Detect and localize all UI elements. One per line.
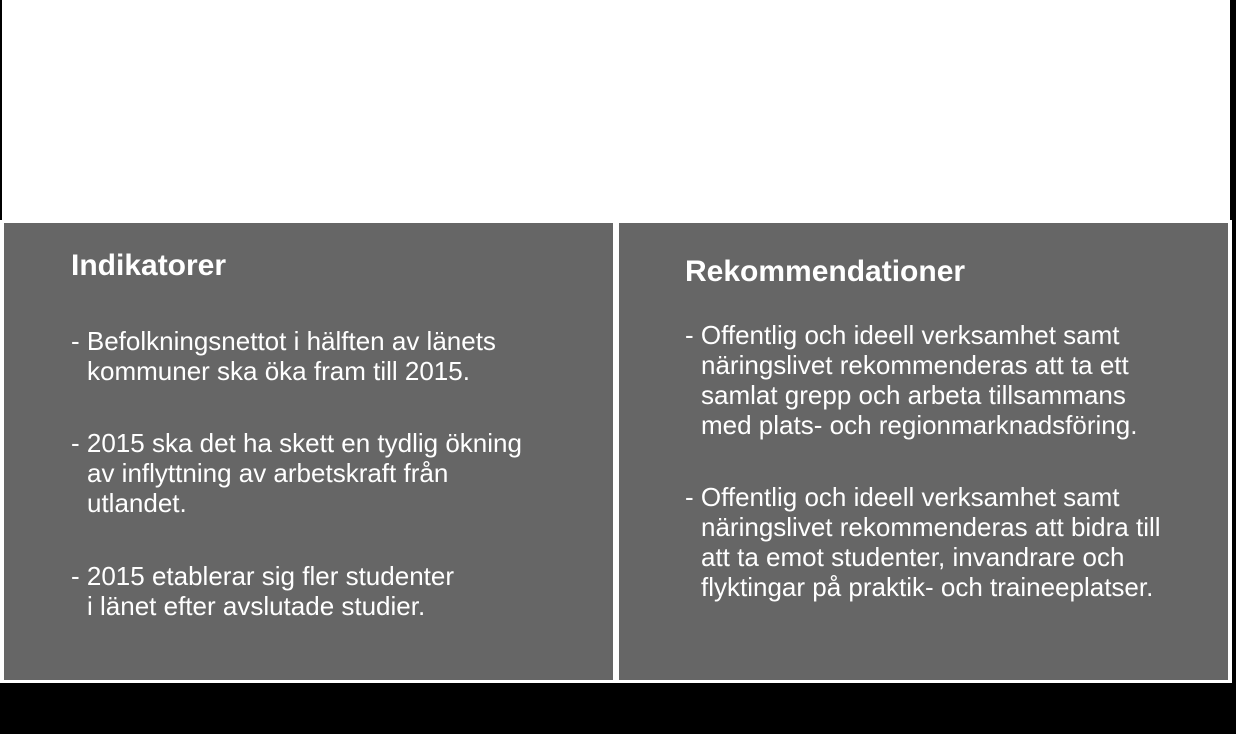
recommendation-item-line: att ta emot studenter, invandrare och (701, 542, 1125, 572)
indicator-item (71, 326, 631, 386)
slide-header-area (2, 0, 1230, 222)
indicator-item-line: - Befolkningsnettot i hälften av länets (71, 326, 496, 356)
indicator-item-line: utlandet. (87, 488, 187, 518)
recommendations-heading: Rekommendationer (685, 255, 966, 288)
indicator-item (71, 561, 631, 621)
indicator-item (71, 428, 631, 518)
indicator-item-line: kommuner ska öka fram till 2015. (87, 356, 470, 386)
recommendations-panel (619, 223, 1228, 680)
recommendation-item-line: med plats- och regionmarknadsföring. (701, 410, 1138, 440)
indicator-item-line: i länet efter avslutade studier. (87, 591, 426, 621)
recommendation-item-line: näringslivet rekommenderas att ta ett (701, 350, 1129, 380)
recommendation-item-line: näringslivet rekommenderas att bidra till (701, 512, 1161, 542)
recommendation-item (685, 320, 1236, 440)
indicators-heading: Indikatorer (71, 249, 227, 282)
recommendation-item-line: - Offentlig och ideell verksamhet samt (685, 320, 1120, 350)
indicator-item-line: - 2015 etablerar sig fler studenter (71, 561, 454, 591)
recommendation-item-line: samlat grepp och arbeta tillsammans (701, 380, 1126, 410)
recommendation-item-line: - Offentlig och ideell verksamhet samt (685, 482, 1120, 512)
recommendation-item (685, 482, 1236, 602)
recommendation-item-line: flyktingar på praktik- och traineeplatser. (701, 572, 1154, 602)
indicator-item-line: av inflyttning av arbetskraft från (87, 458, 449, 488)
indicators-panel (4, 223, 613, 680)
indicator-item-line: - 2015 ska det ha skett en tydlig ökning (71, 428, 522, 458)
